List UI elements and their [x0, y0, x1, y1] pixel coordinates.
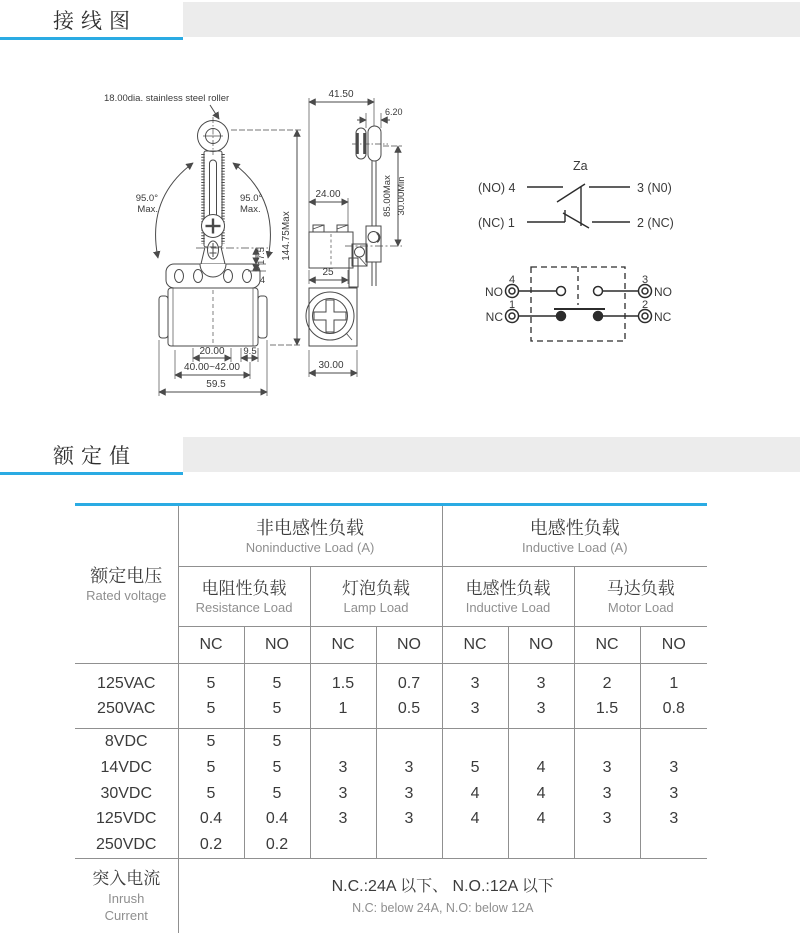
inrush-zh: 突入电流 [92, 869, 161, 889]
wiring-diagram [0, 0, 800, 432]
rated-voltage-header [75, 505, 178, 664]
subhead-resistance [178, 567, 310, 627]
circuit-no4-label: (NO) 4 [478, 181, 516, 195]
dim-9-5: 9.5 [243, 346, 257, 357]
subhead-lamp-en: Lamp Load [343, 599, 409, 615]
vac-cell: 3 3 [442, 664, 508, 729]
polarity-cell: NC [442, 627, 508, 664]
vac-label: 125VAC [97, 675, 156, 692]
dim-20: 20.00 [199, 346, 225, 357]
ratings-header-bar [183, 437, 800, 472]
dim-40-42: 40.00~42.00 [184, 362, 240, 373]
vdc-cell: 5 5 5 0.4 0.2 [244, 729, 310, 859]
ratings-title: 额定值 [53, 444, 137, 468]
terminal-nc-left: NC [485, 310, 503, 324]
dim-144-75: 144.75Max [281, 211, 292, 261]
inrush-en1: Inrush [108, 891, 145, 907]
dim-30: 30.00 [318, 360, 344, 371]
inrush-row [75, 858, 707, 933]
subhead-inductive-en: Inductive Load [465, 599, 551, 615]
dim-30min: 30.00Min [396, 176, 407, 216]
rated-voltage-zh: 额定电压 [90, 566, 163, 586]
dim-24: 24.00 [315, 189, 341, 200]
section-header-ratings [0, 437, 800, 475]
inrush-value-en: N.C: below 24A, N.O: below 12A [352, 901, 534, 916]
ratings-header-tab [0, 437, 183, 475]
angle-left-max: Max. [137, 204, 158, 215]
vdc-labels: 8VDC 14VDC 30VDC 125VDC 250VDC [75, 729, 178, 859]
inrush-value [178, 858, 707, 933]
subhead-motor-en: Motor Load [607, 599, 674, 615]
group-inductive-en: Inductive Load (A) [522, 539, 628, 555]
vdc-cell: 5 5 5 0.4 0.2 [178, 729, 244, 859]
vdc-row [75, 729, 707, 859]
vdc-cell: 3 3 3 [376, 729, 442, 859]
polarity-cell: NC [574, 627, 640, 664]
subhead-inductive [442, 567, 574, 627]
terminal-no-right: NO [654, 285, 672, 299]
angle-right-max: Max. [240, 204, 261, 215]
vac-row [75, 664, 707, 729]
dim-4: 4 [260, 275, 266, 285]
vdc-cell: 3 3 3 [574, 729, 640, 859]
group-inductive [442, 505, 707, 567]
inrush-value-zh: N.C.:24A 以下、 N.O.:12A 以下 [331, 878, 554, 896]
dim-6-2: 6.20 [385, 107, 403, 117]
roller-label: 18.00dia. stainless steel roller [104, 93, 230, 104]
vac-cell: 3 3 [508, 664, 574, 729]
vdc-cell: 3 3 3 [640, 729, 707, 859]
polarity-cell: NO [376, 627, 442, 664]
terminal-1: 1 [508, 299, 516, 311]
subhead-inductive-zh: 电感性负载 [465, 578, 551, 598]
subhead-resistance-en: Resistance Load [195, 599, 293, 615]
circuit-nc2-label: 2 (NC) [637, 216, 674, 230]
circuit-za-label: Za [573, 159, 588, 173]
polarity-cell: NC [178, 627, 244, 664]
inrush-en2: Current [104, 908, 148, 924]
angle-left: 95.0° [135, 193, 158, 204]
subhead-lamp-zh: 灯泡负载 [342, 578, 410, 598]
terminal-nc-right: NC [654, 310, 672, 324]
polarity-cell: NO [244, 627, 310, 664]
dim-85: 85.00Max [382, 175, 393, 217]
subhead-motor-zh: 马达负载 [606, 578, 675, 598]
terminal-3: 3 [641, 274, 649, 286]
ratings-table [75, 503, 707, 933]
vac-cell: 0.7 0.5 [376, 664, 442, 729]
subhead-resistance-zh: 电阻性负载 [201, 578, 287, 598]
vac-cell: 1 0.8 [640, 664, 707, 729]
angle-right: 95.0° [240, 193, 263, 204]
group-noninductive [178, 505, 442, 567]
dim-17-5: 17.5 [256, 247, 266, 265]
vac-cell: 1.5 1 [310, 664, 376, 729]
vdc-cell: 5 4 4 [442, 729, 508, 859]
circuit-diagram [478, 159, 674, 230]
subhead-motor [574, 567, 707, 627]
vac-cell: 5 5 [178, 664, 244, 729]
polarity-cell: NO [508, 627, 574, 664]
subhead-lamp [310, 567, 442, 627]
polarity-cell: NO [640, 627, 707, 664]
vac-labels [75, 664, 178, 729]
dim-25: 25 [322, 267, 334, 278]
inrush-header [75, 858, 178, 933]
vdc-cell: 3 3 3 [310, 729, 376, 859]
circuit-nc1-label: (NC) 1 [478, 216, 515, 230]
circuit-no3-label: 3 (N0) [637, 181, 672, 195]
dim-41-5: 41.50 [328, 89, 354, 100]
terminal-diagram [485, 267, 672, 341]
dim-59-5: 59.5 [206, 379, 226, 390]
terminal-no-left: NO [485, 285, 503, 299]
group-inductive-zh: 电感性负载 [529, 517, 620, 538]
group-noninductive-en: Noninductive Load (A) [245, 539, 375, 555]
side-view [306, 89, 407, 377]
vac-label: 250VAC [97, 700, 156, 717]
vdc-cell: 4 4 4 [508, 729, 574, 859]
front-view [104, 93, 302, 396]
vac-cell: 5 5 [244, 664, 310, 729]
wiring-title: 接线图 [53, 9, 137, 33]
polarity-cell: NC [310, 627, 376, 664]
group-noninductive-zh: 非电感性负载 [256, 517, 364, 538]
rated-voltage-en: Rated voltage [86, 588, 167, 603]
vac-cell: 2 1.5 [574, 664, 640, 729]
group-header-row [75, 505, 707, 567]
terminal-2: 2 [641, 299, 649, 311]
terminal-4: 4 [508, 274, 516, 286]
